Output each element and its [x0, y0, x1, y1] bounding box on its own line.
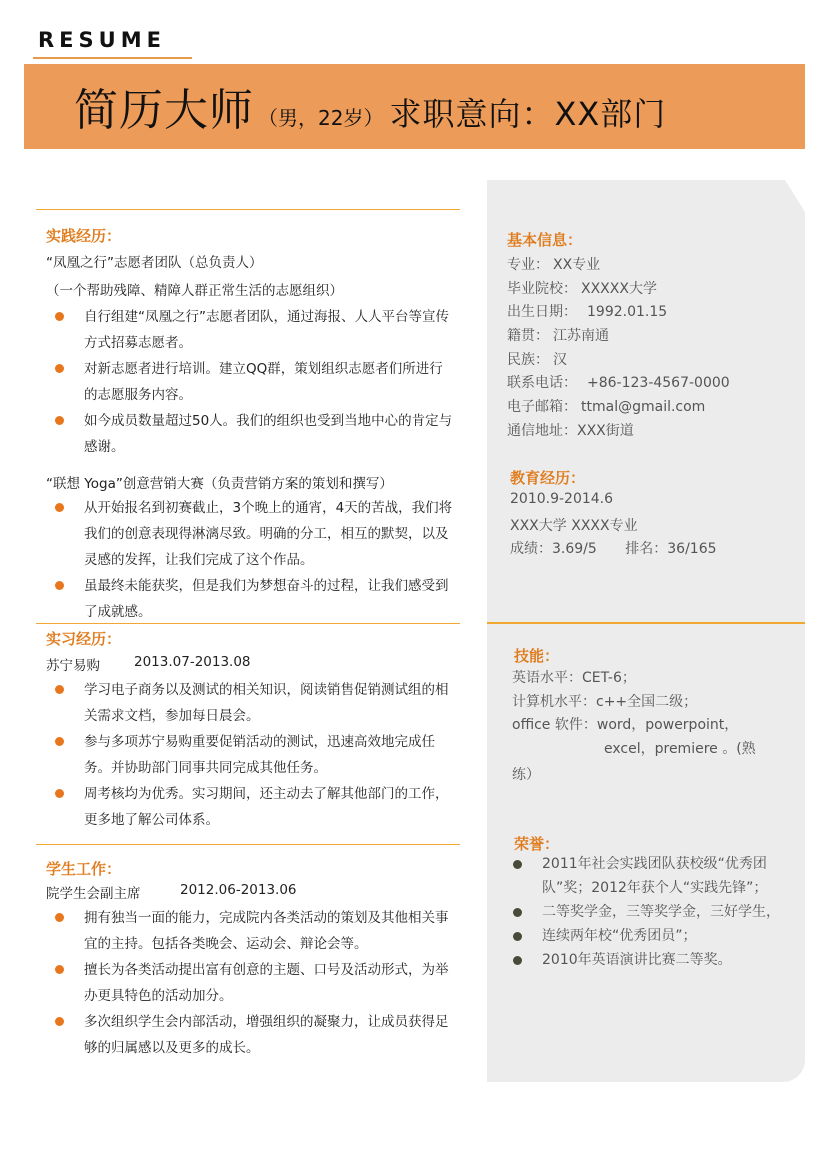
panel-divider	[487, 622, 805, 624]
project1-bullets	[52, 304, 454, 460]
internship-period: 2013.07-2013.08	[134, 654, 251, 670]
gpa-label: 成绩：	[510, 541, 552, 557]
list-item: 多次组织学生会内部活动，增强组织的凝聚力，让成员获得足够的归属感以及更多的成长。	[52, 1009, 452, 1061]
student-role: 院学生会副主席	[46, 886, 141, 902]
list-item: 对新志愿者进行培训。建立QQ群，策划组织志愿者们所进行的志愿服务内容。	[52, 356, 454, 408]
student-work-bullets	[52, 905, 452, 1061]
education-period: 2010.9-2014.6	[510, 491, 614, 507]
info-row-birth	[507, 301, 667, 321]
list-item: 连续两年校“优秀团员”；	[507, 924, 789, 948]
candidate-name: 简历大师	[74, 85, 254, 136]
panel-corner-cut	[785, 180, 805, 212]
info-value: XXX街道	[577, 423, 634, 439]
info-row-major	[507, 254, 600, 274]
practice-top-line	[36, 209, 460, 210]
info-value: XX专业	[553, 257, 601, 273]
rank-label: 排名：	[625, 541, 668, 557]
info-value: 汉	[553, 352, 567, 368]
rank-value: 36/165	[667, 541, 717, 557]
info-label: 联系电话：	[507, 375, 577, 391]
student-period: 2012.06-2013.06	[180, 882, 297, 898]
student-work-top-line	[36, 844, 460, 845]
banner-text	[74, 74, 666, 138]
info-label: 通信地址：	[507, 423, 577, 439]
info-row-phone	[507, 372, 730, 392]
info-label: 毕业院校：	[507, 281, 577, 297]
internship-company: 苏宁易购	[46, 658, 100, 674]
info-row-email	[507, 396, 705, 416]
skills-title: 技能：	[514, 647, 560, 665]
candidate-subtitle: （男，22岁）	[258, 106, 384, 130]
education-school-major: XXX大学 XXXX专业	[510, 518, 638, 534]
info-label: 电子邮箱：	[507, 399, 577, 415]
skill-computer: 计算机水平：c++全国二级；	[512, 694, 698, 710]
education-scores	[510, 538, 717, 558]
info-row-ethnicity	[507, 349, 567, 369]
info-row-hometown	[507, 325, 609, 345]
info-value: 1992.01.15	[587, 304, 668, 320]
list-item: 学习电子商务以及测试的相关知识，阅读销售促销测试组的相关需求文档，参加每日晨会。	[52, 677, 452, 729]
project2-title: “联想 Yoga”创意营销大赛（负责营销方案的策划和撰写）	[46, 476, 393, 492]
list-item: 从开始报名到初赛截止，3个晚上的通宵，4天的苦战，我们将我们的创意表现得淋漓尽致。明确的分工，相互的默契，以及灵感的发挥，让我们完成了这个作品。	[52, 495, 454, 573]
info-value: XXXXX大学	[581, 281, 657, 297]
internship-top-line	[36, 623, 460, 624]
list-item: 如今成员数量超过50人。我们的组织也受到当地中心的肯定与感谢。	[52, 408, 454, 460]
resume-underline	[33, 57, 192, 59]
info-label: 专业：	[507, 257, 549, 273]
practice-title: 实践经历：	[46, 227, 122, 245]
info-row-school	[507, 278, 657, 298]
resume-word: RESUME	[38, 28, 166, 52]
skill-office-line2: excel，premiere 。(熟	[604, 741, 756, 757]
internship-bullets	[52, 677, 452, 833]
honors-title: 荣誉：	[514, 835, 560, 853]
project2-bullets	[52, 495, 454, 625]
info-label: 籍贯：	[507, 328, 549, 344]
honors-list	[507, 852, 789, 972]
info-value: +86-123-4567-0000	[587, 375, 730, 391]
list-item: 拥有独当一面的能力，完成院内各类活动的策划及其他相关事宜的主持。包括各类晚会、运动会、辩论会等。	[52, 905, 452, 957]
info-label: 出生日期：	[507, 304, 577, 320]
office-line1: word，powerpoint，	[596, 717, 739, 733]
skill-office	[512, 714, 738, 734]
info-row-address	[507, 420, 634, 440]
list-item: 自行组建“凤凰之行”志愿者团队，通过海报、人人平台等宣传方式招募志愿者。	[52, 304, 454, 356]
list-item: 擅长为各类活动提出富有创意的主题、口号及活动形式，为举办更具特色的活动加分。	[52, 957, 452, 1009]
list-item: 2010年英语演讲比赛二等奖。	[507, 948, 789, 972]
basic-info-title: 基本信息：	[507, 231, 583, 249]
project1-desc: （一个帮助残障、精障人群正常生活的志愿组织）	[46, 283, 343, 299]
education-title: 教育经历：	[510, 469, 586, 487]
info-value: 江苏南通	[553, 328, 609, 344]
skill-english: 英语水平：CET-6；	[512, 670, 636, 686]
internship-title: 实习经历：	[46, 630, 122, 648]
list-item: 参与多项苏宁易购重要促销活动的测试，迅速高效地完成任务。并协助部门同事共同完成其他任务。	[52, 729, 452, 781]
header-banner	[24, 64, 805, 149]
job-intent: 求职意向：XX部门	[389, 95, 667, 133]
office-label: office 软件：	[512, 717, 597, 733]
list-item: 虽最终未能获奖，但是我们为梦想奋斗的过程，让我们感受到了成就感。	[52, 573, 454, 625]
gpa-value: 3.69/5	[552, 541, 597, 557]
student-work-title: 学生工作：	[46, 860, 122, 878]
list-item: 周考核均为优秀。实习期间，还主动去了解其他部门的工作，更多地了解公司体系。	[52, 781, 452, 833]
info-value: ttmal@gmail.com	[581, 399, 706, 415]
info-label: 民族：	[507, 352, 549, 368]
list-item: 二等奖学金，三等奖学金，三好学生，	[507, 900, 789, 924]
list-item: 2011年社会实践团队获校级“优秀团队”奖；2012年获个人“实践先锋”；	[507, 852, 789, 900]
project1-title: “凤凰之行”志愿者团队（总负责人）	[46, 255, 263, 271]
skill-office-line3: 练）	[512, 767, 540, 783]
